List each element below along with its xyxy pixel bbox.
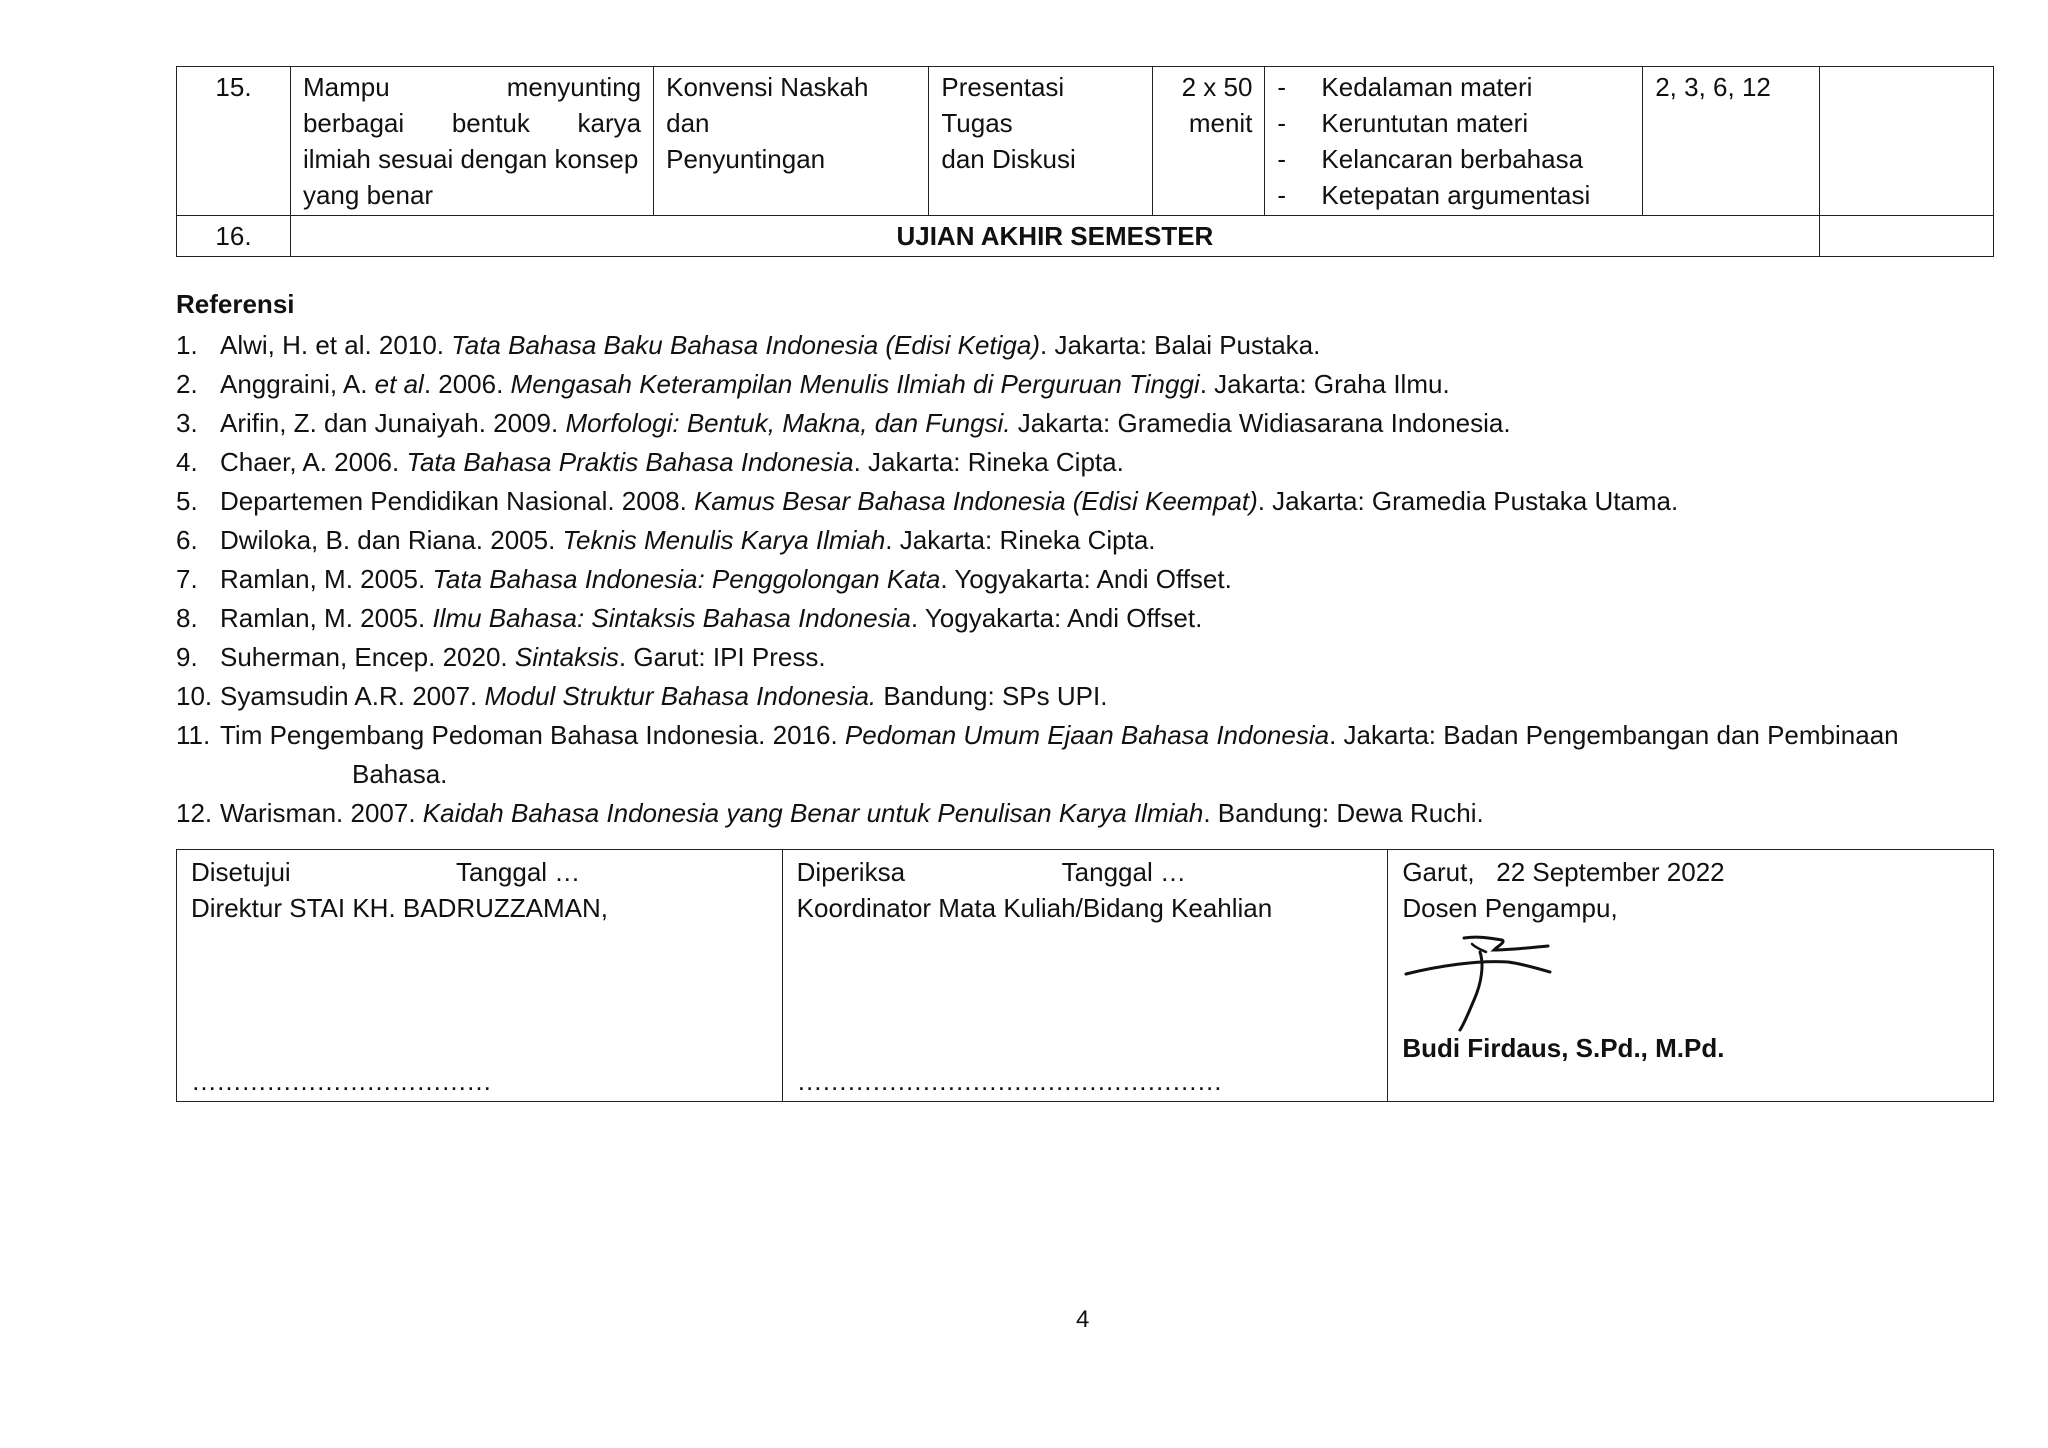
reference-segment: Warisman. 2007.: [220, 798, 423, 828]
reference-title: et al: [374, 369, 424, 399]
reference-segment: Tim Pengembang Pedoman Bahasa Indonesia. 2016.: [220, 720, 845, 750]
reference-title: Kamus Besar Bahasa Indonesia (Edisi Keempat): [694, 486, 1258, 516]
approved-signature-line: ………………………………: [191, 1066, 491, 1096]
checked-date: Tanggal …: [1061, 857, 1186, 887]
reference-item: [176, 599, 1976, 638]
reference-segment: . Jakarta: Graha Ilmu.: [1199, 369, 1450, 399]
signature-checked: [782, 850, 1388, 1102]
reference-title: Tata Bahasa Praktis Bahasa Indonesia: [406, 447, 854, 477]
reference-segment: . Jakarta: Balai Pustaka.: [1040, 330, 1321, 360]
signature-approved: [177, 850, 783, 1102]
checked-role: Koordinator Mata Kuliah/Bidang Keahlian: [796, 893, 1273, 923]
reference-segment: Bandung: SPs UPI.: [876, 681, 1108, 711]
lecturer-place-date: Garut, 22 September 2022: [1402, 857, 1725, 887]
reference-item: [176, 521, 1976, 560]
kemampuan-word: berbagai: [302, 108, 405, 138]
checked-label: Diperiksa: [796, 857, 906, 887]
reference-segment: Arifin, Z. dan Junaiyah. 2009.: [220, 408, 566, 438]
reference-title: Kaidah Bahasa Indonesia yang Benar untuk Penulisan Karya Ilmiah: [422, 798, 1204, 828]
reference-title: Morfologi: Bentuk, Makna, dan Fungsi.: [565, 408, 1011, 438]
lecturer-role: Dosen Pengampu,: [1402, 893, 1618, 923]
reference-item: [176, 677, 1976, 716]
references-title: Referensi: [176, 289, 295, 319]
reference-segment: . Jakarta: Badan Pengembangan dan Pembinaan: [1329, 720, 1899, 750]
reference-text: [220, 638, 1976, 677]
reference-number: 5.: [176, 486, 198, 516]
reference-item: [176, 404, 1976, 443]
references-list: [176, 326, 1976, 833]
kemampuan-word: bentuk: [451, 108, 530, 138]
reference-text: [220, 521, 1976, 560]
kemampuan-word: menyunting: [506, 72, 642, 102]
reference-number: 1.: [176, 330, 198, 360]
reference-item: [176, 716, 1976, 794]
reference-text: [220, 326, 1976, 365]
page-number: 4: [1076, 1306, 1090, 1333]
checked-signature-line: ……………………………………………: [796, 1066, 1222, 1096]
metode-line: Presentasi Tugas: [941, 72, 1065, 138]
reference-title: Modul Struktur Bahasa Indonesia.: [484, 681, 877, 711]
indikator-cell: [1265, 67, 1643, 216]
waktu-line: 2 x 50: [1181, 72, 1253, 102]
reference-item: [176, 326, 1976, 365]
reference-segment: . 2006.: [423, 369, 511, 399]
reference-segment: . Yogyakarta: Andi Offset.: [940, 564, 1232, 594]
lecturer-name: Budi Firdaus, S.Pd., M.Pd.: [1402, 1033, 1725, 1063]
reference-segment: Jakarta: Gramedia Widiasarana Indonesia.: [1010, 408, 1511, 438]
empty-cell: [1819, 67, 1993, 216]
table-row: [177, 67, 1994, 216]
references-section: [176, 284, 1976, 833]
reference-text: [220, 794, 1976, 833]
reference-text: [220, 716, 1976, 794]
reference-segment: . Yogyakarta: Andi Offset.: [910, 603, 1203, 633]
reference-number: 10.: [176, 681, 213, 711]
materi-line: Penyuntingan: [666, 144, 826, 174]
reference-number: 2.: [176, 369, 198, 399]
waktu-cell: [1152, 67, 1265, 216]
waktu-line: menit: [1188, 108, 1253, 138]
reference-number: 7.: [176, 564, 198, 594]
reference-item: [176, 794, 1976, 833]
reference-title: Teknis Menulis Karya Ilmiah: [562, 525, 886, 555]
reference-text: [220, 482, 1976, 521]
metode-line: dan Diskusi: [941, 144, 1076, 174]
reference-segment: Syamsudin A.R. 2007.: [220, 681, 485, 711]
uas-label: UJIAN AKHIR SEMESTER: [290, 216, 1819, 257]
reference-title: Ilmu Bahasa: Sintaksis Bahasa Indonesia: [432, 603, 911, 633]
materi-line: Konvensi Naskah dan: [666, 72, 869, 138]
referensi-cell: 2, 3, 6, 12: [1643, 67, 1820, 216]
kemampuan-line: yang benar: [302, 180, 434, 210]
reference-item: [176, 365, 1976, 404]
reference-title: Mengasah Keterampilan Menulis Ilmiah di Perguruan Tinggi: [510, 369, 1200, 399]
reference-number: 4.: [176, 447, 198, 477]
reference-text: [220, 404, 1976, 443]
row-number: 15.: [177, 67, 291, 216]
indikator-item: - Kelancaran berbahasa: [1277, 144, 1584, 174]
signature-table: [176, 849, 1994, 1102]
handwritten-signature: [1398, 924, 1568, 1034]
reference-segment: Alwi, H. et al. 2010.: [220, 330, 452, 360]
reference-title: Pedoman Umum Ejaan Bahasa Indonesia: [844, 720, 1330, 750]
approved-label: Disetujui: [191, 857, 291, 887]
kemampuan-cell: [290, 67, 653, 216]
reference-segment: Ramlan, M. 2005.: [220, 603, 433, 633]
reference-segment: . Jakarta: Rineka Cipta.: [853, 447, 1124, 477]
indikator-item: - Ketepatan argumentasi: [1277, 180, 1591, 210]
reference-number: 8.: [176, 603, 198, 633]
reference-item: [176, 560, 1976, 599]
metode-cell: [929, 67, 1153, 216]
table-row-uas: [177, 216, 1994, 257]
reference-number: 11.: [176, 720, 211, 750]
kemampuan-word: Mampu: [302, 72, 390, 102]
reference-title: Tata Bahasa Baku Bahasa Indonesia (Edisi Ketiga): [451, 330, 1040, 360]
reference-segment: Dwiloka, B. dan Riana. 2005.: [220, 525, 563, 555]
reference-item: [176, 482, 1976, 521]
reference-text: [220, 677, 1976, 716]
reference-number: 3.: [176, 408, 198, 438]
reference-segment: . Jakarta: Rineka Cipta.: [885, 525, 1156, 555]
reference-segment: . Garut: IPI Press.: [618, 642, 826, 672]
reference-segment: . Bandung: Dewa Ruchi.: [1203, 798, 1484, 828]
reference-item: [176, 443, 1976, 482]
row-number: 16.: [177, 216, 291, 257]
reference-text: [220, 560, 1976, 599]
kemampuan-word: karya: [577, 108, 642, 138]
reference-segment: Departemen Pendidikan Nasional. 2008.: [220, 486, 695, 516]
kemampuan-line: ilmiah sesuai dengan konsep: [302, 144, 639, 174]
rps-table: [176, 66, 1994, 257]
reference-number: 12.: [176, 798, 213, 828]
signature-lecturer: [1388, 850, 1994, 1102]
reference-text: [220, 599, 1976, 638]
reference-title: Sintaksis: [514, 642, 619, 672]
indikator-item: - Kedalaman materi: [1277, 72, 1533, 102]
indikator-item: - Keruntutan materi: [1277, 108, 1529, 138]
reference-segment: Anggraini, A.: [220, 369, 375, 399]
materi-cell: [654, 67, 929, 216]
reference-segment: Ramlan, M. 2005.: [220, 564, 433, 594]
reference-text: [220, 443, 1976, 482]
reference-segment: . Jakarta: Gramedia Pustaka Utama.: [1257, 486, 1679, 516]
reference-item: [176, 638, 1976, 677]
reference-number: 9.: [176, 642, 198, 672]
empty-cell: [1819, 216, 1993, 257]
reference-segment: Suherman, Encep. 2020.: [220, 642, 515, 672]
reference-text: [220, 365, 1976, 404]
approved-date: Tanggal …: [456, 857, 581, 887]
approved-role: Direktur STAI KH. BADRUZZAMAN,: [191, 893, 609, 923]
reference-number: 6.: [176, 525, 198, 555]
reference-title: Tata Bahasa Indonesia: Penggolongan Kata: [432, 564, 941, 594]
reference-segment: Chaer, A. 2006.: [220, 447, 407, 477]
reference-continuation: Bahasa.: [352, 759, 448, 789]
